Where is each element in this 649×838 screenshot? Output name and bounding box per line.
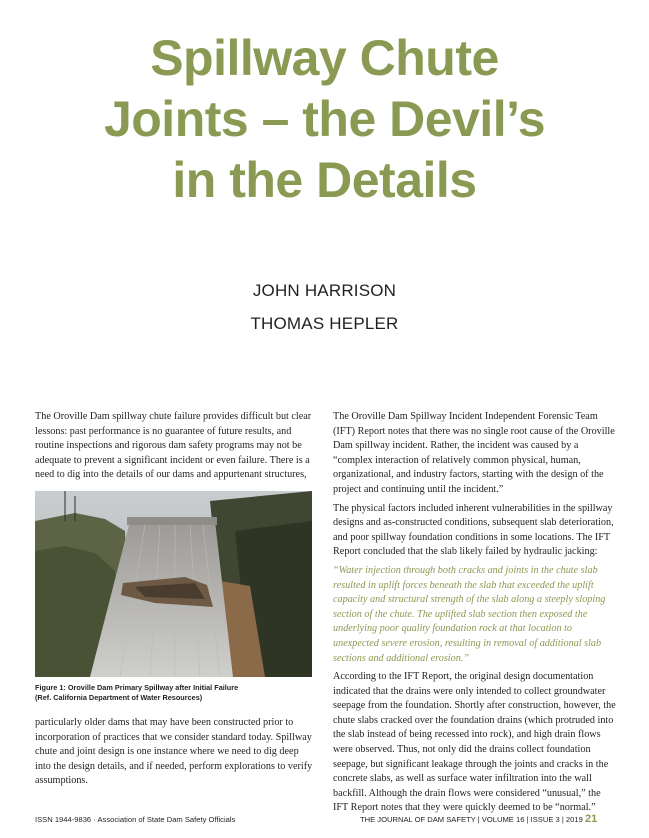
author-name-2: THOMAS HEPLER <box>250 314 399 333</box>
author-name-1: JOHN HARRISON <box>252 281 397 300</box>
left-column-intro <box>35 410 313 483</box>
ift-paragraph-3: According to the IFT Report, the original design documentation indicated that the drains were only intended to collect groundwater seepage from the foundation. Shortly after construction, however, the chute slabs cracked over the foundation drains (which protruded into the slab instead of being recessed into rock), and high drain flows were observed. Thus, not only did the drains collect foundation seepage, but significant leakage through the joints and cracks in the concrete slabs, as well as surface water infiltration into the wall backfill. Although the drain flows were considered “unusual,” the IFT Report notes that they were quickly deemed to be “normal.” <box>333 671 616 814</box>
figure-caption <box>35 683 320 703</box>
intro-paragraph: The Oroville Dam spillway chute failure provides difficult but clear lessons: past performance is no guarantee of future results, and routine inspections and rigorous dam safety programs may not be adequate to prevent a significant incident or even failure. There is a need to dig into the details of our dams and appurtenant structures, <box>35 411 312 481</box>
footer-issn: ISSN 1944-9836 · Association of State Dam Safety Officials <box>35 815 236 824</box>
ift-quote: “Water injection through both cracks and joints in the chute slab resulted in uplift forces beneath the slab that exceeded the uplift capacity and structural strength of the slab along a steeply sloping section of the chute. The uplifted slab section then exposed the underlying poor quality foundation rock at that location to unexpected severe erosion, resulting in removal of additional slab sections and additional erosion.” <box>333 564 606 664</box>
footer-journal <box>360 813 597 825</box>
continued-paragraph: particularly older dams that may have been constructed prior to incorporation of practices that we consider standard today. Spillway chute and joint design is one instance where we need to dig deep into the design details, and if needed, perform explorations to verify assumptions. <box>35 717 313 787</box>
footer-journal-info: THE JOURNAL OF DAM SAFETY | VOLUME 16 | ISSUE 3 | 2019 <box>360 815 583 824</box>
caption-line-2: (Ref. California Department of Water Resources) <box>35 693 203 702</box>
title-line-3: in the Details <box>172 152 477 208</box>
ift-paragraph-1: The Oroville Dam Spillway Incident Independent Forensic Team (IFT) Report notes that there was no single root cause of the Oroville Dam spillway incident. Rather, the incident was caused by a “complex interaction of relatively common physical, human, organizational, and industry factors, starting with the design of the project and continuing until the incident.” <box>333 411 615 495</box>
title-line-2: Joints – the Devil’s <box>103 91 546 147</box>
page-number: 21 <box>584 813 598 825</box>
right-column <box>333 410 616 816</box>
caption-line-1: Figure 1: Oroville Dam Primary Spillway after Initial Failure <box>35 683 239 692</box>
figure-photo <box>35 491 312 677</box>
left-column-continued <box>35 716 313 789</box>
ift-paragraph-2: The physical factors included inherent vulnerabilities in the spillway designs and as-constructed conditions, subsequent slab deterioration, and poor spillway foundation conditions in some locations. The IFT Report concluded that the slab likely failed by hydraulic jacking: <box>333 502 614 558</box>
title-line-1: Spillway Chute <box>150 30 499 86</box>
article-title <box>0 28 649 211</box>
